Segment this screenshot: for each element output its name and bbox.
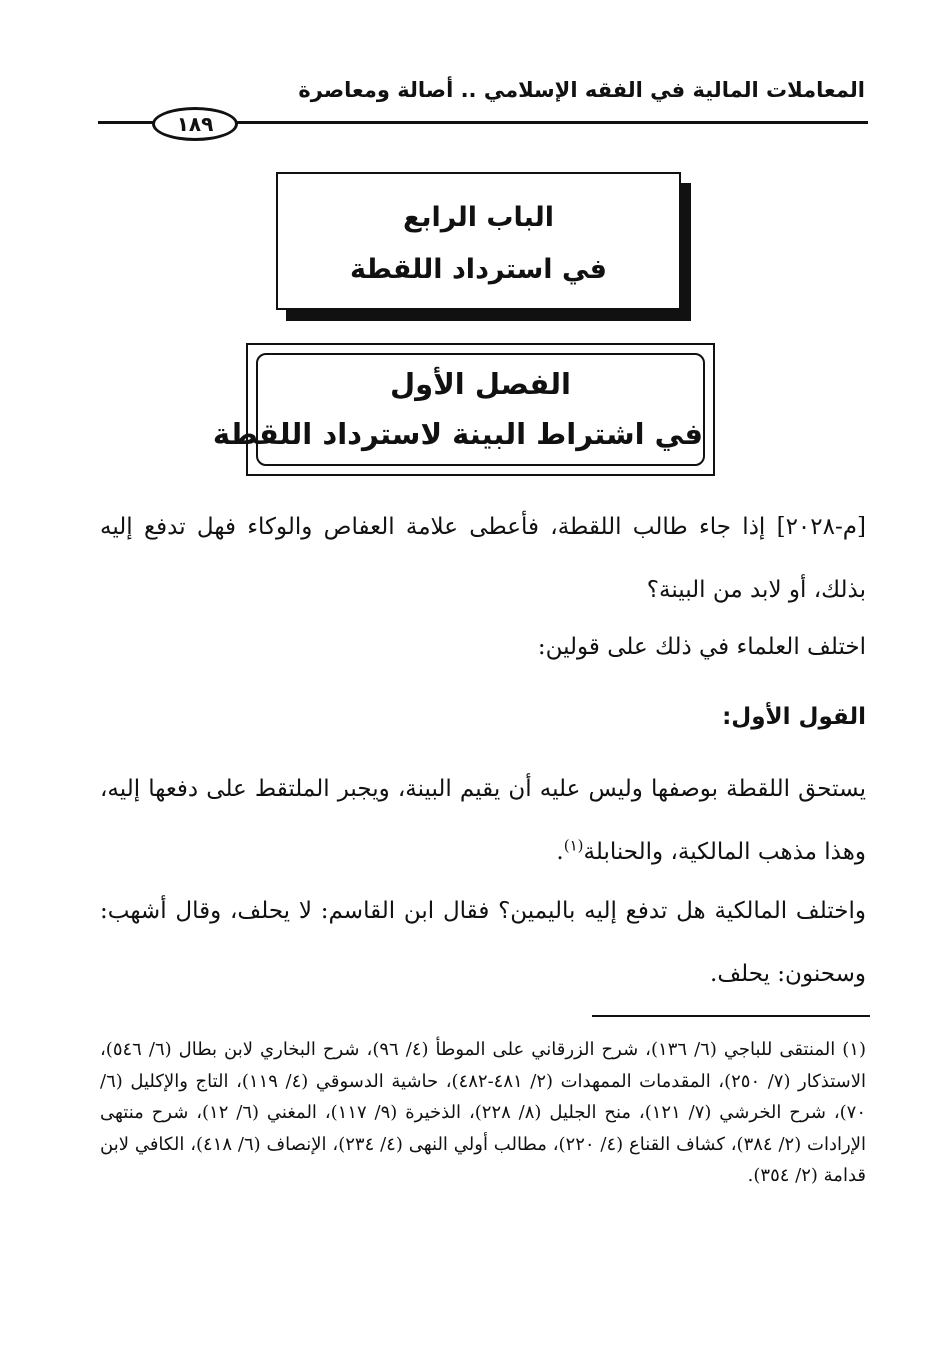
first-opinion-end: . — [556, 839, 564, 865]
first-opinion-text: يستحق اللقطة بوصفها وليس عليه أن يقيم البينة، ويجبر الملتقط على دفعها إليه، وهذا مذهب المالكية، والحنابلة — [100, 776, 866, 865]
section-title-frame — [212, 343, 715, 476]
section-subtitle: في اشتراط البينة لاسترداد اللقطة — [212, 417, 703, 451]
running-header: المعاملات المالية في الفقه الإسلامي .. أصالة ومعاصرة — [298, 78, 865, 102]
difference-paragraph: اختلف العلماء في ذلك على قولين: — [537, 634, 866, 660]
page-number — [152, 107, 238, 141]
section-title: الفصل الأول — [390, 367, 571, 401]
chapter-title: الباب الرابع — [402, 202, 555, 233]
footnote-reference[interactable]: (١) — [563, 836, 584, 855]
footnote-item: (١) المنتقى للباجي (٦/ ١٣٦)، شرح الزرقاني على الموطأ (٤/ ٩٦)، شرح البخاري لابن بطال (٦/ ٥٤٦)، الاستذكار (٧/ ٢٥٠)، المقدمات الممهدات (٢/ ٤٨١-٤٨٢)، حاشية الدسوقي (٤/ ١١٩)، التاج والإكليل (٦/ ٧٠)، شرح الخرشي (٧/ ١٢١)، منح الجليل (٨/ ٢٢٨)، الذخيرة (٩/ ١١٧)، المغني (٦/ ١٢)، شرح منتهى الإرادات (٢/ ٣٨٤)، كشاف القناع (٤/ ٢٢٠)، مطالب أولي النهى (٤/ ٢٣٤)، الإنصاف (٦/ ٤١٨)، الكافي لابن قدامة (٢/ ٣٥٤). — [100, 1039, 867, 1186]
issue-paragraph: [م-٢٠٢٨] إذا جاء طالب اللقطة، فأعطى علامة العفاص والوكاء فهل تدفع إليه بذلك، أو لابد من البينة؟ — [100, 514, 866, 603]
page-number-text: ١٨٩ — [176, 112, 214, 136]
section-title-inner-frame — [212, 353, 705, 466]
first-opinion-paragraph — [100, 758, 866, 884]
first-opinion-heading: القول الأول: — [722, 704, 866, 730]
footnote-separator — [592, 1015, 870, 1017]
chapter-title-box — [276, 172, 681, 310]
malikiyya-paragraph: واختلف المالكية هل تدفع إليه باليمين؟ فقال ابن القاسم: لا يحلف، وقال أشهب: وسحنون: يحلف. — [100, 898, 866, 987]
chapter-subtitle: في استرداد اللقطة — [350, 254, 607, 285]
footnotes — [100, 1034, 866, 1192]
